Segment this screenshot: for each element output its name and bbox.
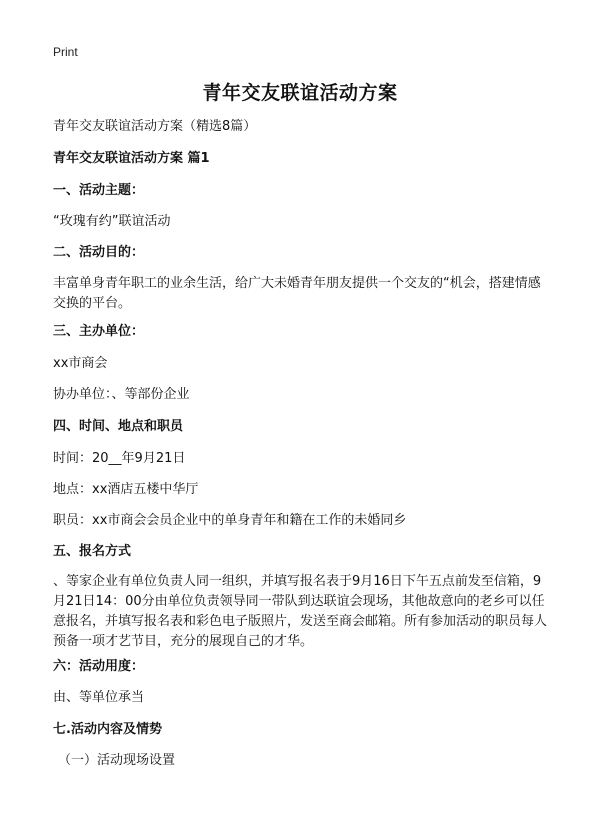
paragraph-theme: “玫瑰有约”联谊活动 [53, 214, 171, 229]
heading-expenses: 六：活动用度： [53, 659, 145, 674]
heading-purpose: 二、活动目的： [53, 245, 145, 260]
paragraph-expenses: 由、等单位承当 [53, 690, 145, 705]
paragraph-co-organizer: 协办单位：、等部份企业 [53, 387, 190, 402]
heading-organizer: 三、主办单位： [53, 324, 145, 339]
heading-theme: 一、活动主题： [53, 183, 145, 198]
heading-content: 七.活动内容及情势 [53, 722, 162, 737]
paragraph-organizer: xx市商会 [53, 356, 108, 371]
heading-registration: 五、报名方式 [53, 544, 132, 559]
paragraph-place: 地点：xx酒店五楼中华厅 [53, 482, 199, 497]
document-subtitle: 青年交友联谊活动方案（精选8篇） [53, 119, 257, 134]
paragraph-time: 时间：20__年9月21日 [53, 451, 186, 466]
section-title: 青年交友联谊活动方案 篇1 [53, 151, 210, 166]
heading-time-place: 四、时间、地点和职员 [53, 419, 184, 434]
print-label[interactable]: Print [53, 45, 78, 59]
paragraph-purpose: 丰富单身青年职工的业余生活，给广大未婚青年朋友提供一个交友的“机会，搭建情感交换的平台。 [53, 276, 541, 311]
paragraph-registration: 、等家企业有单位负责人同一组织，并填写报名表于9月16日下午五点前发至信箱，9月21日14：00分由单位负责领导同一带队到达联谊会现场，其他故意向的老乡可以任意报名，并填写报名表和彩色电子版照片，发送至商会邮箱。所有参加活动的职员每人预备一项才艺节目，充分的展现自己的才华。 [53, 574, 548, 649]
document-title: 青年交友联谊活动方案 [202, 82, 398, 104]
paragraph-venue-setup: （一）活动现场设置 [58, 753, 176, 768]
paragraph-staff: 职员：xx市商会会员企业中的单身青年和籍在工作的未婚同乡 [53, 513, 407, 528]
